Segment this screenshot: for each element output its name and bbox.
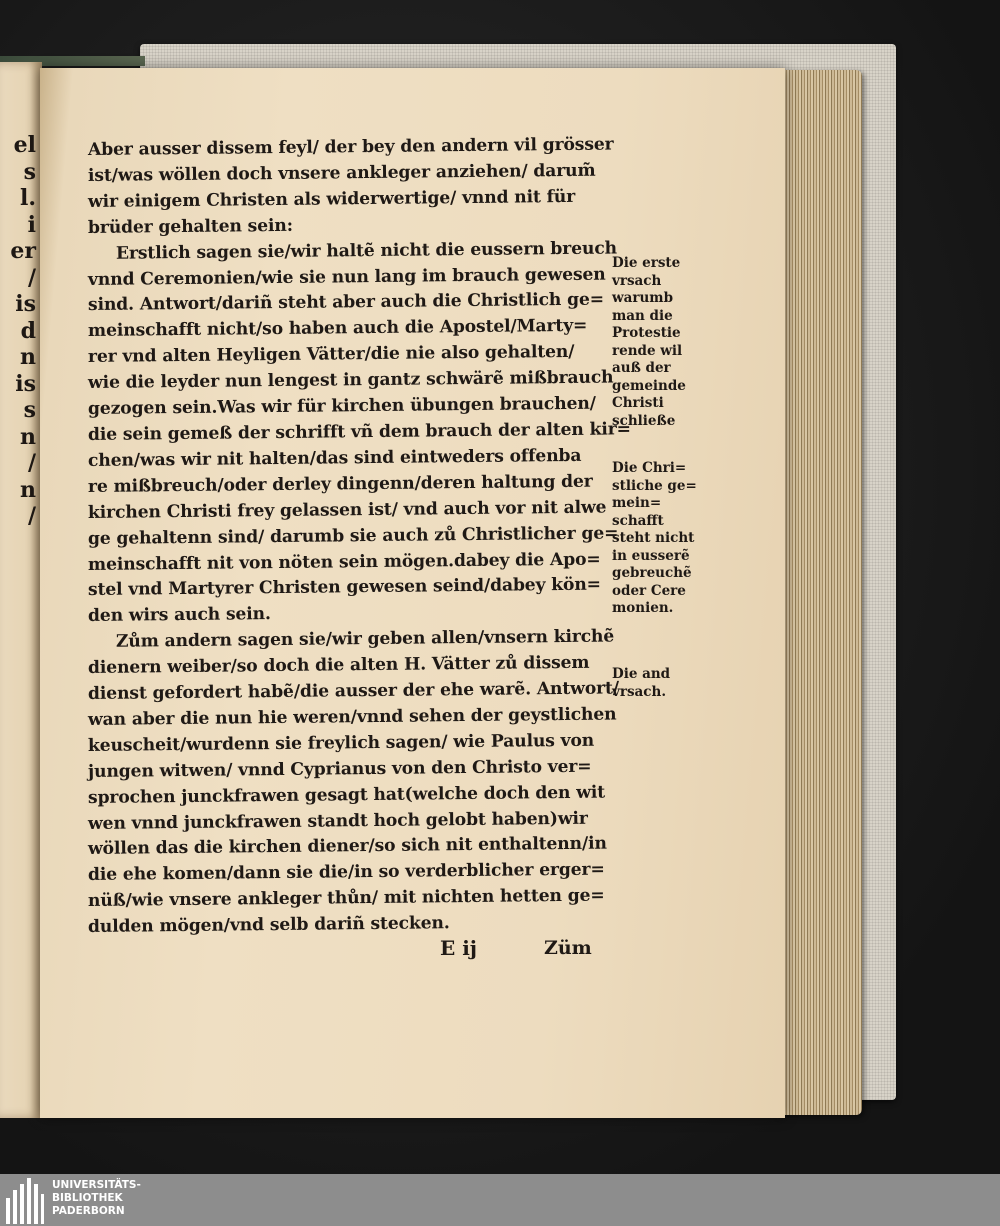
- margin-note-line: in eusserẽ: [612, 547, 690, 564]
- text-line: vnnd Ceremonien/wie sie nun lang im brauch gewesen: [87, 264, 606, 290]
- text-line: nüß/wie vnsere ankleger thůn/ mit nichten hetten ge=: [87, 885, 605, 912]
- left-page-fragment-text: s: [23, 397, 36, 423]
- library-name-line-1: UNIVERSITÄTS-: [52, 1179, 141, 1191]
- left-page-fragment-text: /: [27, 503, 36, 529]
- text-line: sprochen junckfrawen gesagt hat(welche doch den wit: [87, 782, 606, 808]
- margin-note-line: Die Chri=: [612, 460, 687, 476]
- left-page-fragment-text: n: [20, 476, 36, 503]
- margin-note-line: vrsach: [612, 272, 662, 289]
- library-name-line-3: PADERBORN: [52, 1205, 125, 1217]
- margin-note-line: vrsach.: [612, 683, 667, 700]
- left-page-fragment-text: l.: [19, 185, 36, 211]
- margin-note-line: steht nicht: [612, 530, 695, 546]
- text-line: wan aber die nun hie weren/vnnd sehen der geystlichen: [87, 704, 617, 730]
- margin-note-second-reason: [612, 666, 712, 701]
- text-line: wie die leyder nun lengest in gantz schwärẽ mißbrauch: [87, 367, 614, 394]
- library-name: [52, 1179, 141, 1218]
- left-page-fragment-text: er: [10, 238, 36, 264]
- text-line: rer vnd alten Heyligen Vätter/die nie also gehalten/: [87, 342, 575, 368]
- margin-note-line: Die and: [612, 666, 671, 682]
- text-line: dienern weiber/so doch die alten H. Vätter zů dissem: [87, 652, 590, 679]
- text-line: Zům andern sagen sie/wir geben allen/vnsern kirchẽ: [115, 626, 615, 652]
- library-logo-icon: [6, 1178, 44, 1224]
- text-line: re mißbreuch/oder derley dingenn/deren haltung der: [87, 471, 593, 497]
- left-page-fragment-text: s: [23, 158, 36, 185]
- text-line: chen/was wir nit halten/das sind eintweders offenba: [87, 445, 582, 471]
- text-line: dienst gefordert habẽ/die ausser der ehe warẽ. Antwort/: [87, 678, 620, 705]
- text-line: kirchen Christi frey gelassen ist/ vnd auch vor nit alwe: [87, 497, 607, 523]
- left-page-fragment: [0, 62, 42, 1118]
- text-line: ist/was wöllen doch vnsere ankleger anziehen/ darum̃: [87, 160, 596, 186]
- page-edges: [778, 70, 862, 1115]
- left-page-fragment-text: /: [27, 450, 36, 476]
- margin-note-line: Christi: [612, 395, 664, 411]
- left-page-fragment-text: d: [20, 317, 36, 344]
- text-line: dulden mögen/vnd selb dariñ stecken.: [87, 913, 450, 938]
- margin-note-line: stliche ge=: [612, 477, 697, 494]
- text-line: wen vnnd junckfrawen standt hoch gelobt haben)wir: [87, 808, 588, 834]
- left-page-fragment-text: i: [27, 211, 36, 238]
- margin-note-line: gemeinde: [612, 377, 686, 394]
- text-line: die ehe komen/dann sie die/in so verderblicher erger=: [87, 859, 605, 886]
- text-line: jungen witwen/ vnnd Cyprianus von den Christo ver=: [87, 756, 592, 782]
- margin-note-line: gebreuchẽ: [612, 565, 692, 581]
- text-line: sind. Antwort/dariñ steht aber auch die Christlich ge=: [87, 290, 605, 316]
- text-line: stel vnd Martyrer Christen gewesen seind/dabey kön=: [87, 575, 601, 601]
- margin-note-line: monien.: [612, 600, 674, 616]
- margin-note-line: mein=: [612, 495, 662, 511]
- margin-note-line: rende wil: [612, 342, 683, 359]
- margin-note-line: Die erste: [612, 255, 681, 271]
- library-footer: [0, 1174, 1000, 1226]
- margin-note-line: Protestie: [612, 325, 681, 341]
- text-line: die sein gemeß der schrifft vñ dem brauch der alten kir=: [87, 419, 631, 445]
- left-page-fragment-text: is: [15, 370, 36, 397]
- left-page-fragment-text: n: [20, 423, 36, 450]
- text-line: keuscheit/wurdenn sie freylich sagen/ wie Paulus von: [87, 730, 595, 756]
- text-line: meinschafft nicht/so haben auch die Apostel/Marty=: [87, 316, 588, 342]
- left-page-fragment-text: el: [13, 132, 36, 158]
- margin-note-church-community: [612, 460, 712, 618]
- text-line: meinschafft nit von nöten sein mögen.dabey die Apo=: [87, 549, 601, 575]
- text-line: brüder gehalten sein:: [87, 215, 293, 238]
- library-name-line-2: BIBLIOTHEK: [52, 1192, 123, 1204]
- left-page-fragment-text: /: [27, 264, 36, 291]
- margin-note-line: schafft: [612, 512, 664, 529]
- margin-note-line: warumb: [612, 290, 674, 306]
- signature-mark: E ij: [440, 936, 478, 960]
- margin-note-line: auß der: [612, 360, 671, 376]
- margin-note-line: schließe: [612, 412, 676, 429]
- margin-note-first-reason: [612, 255, 712, 430]
- left-page-fragment-text: is: [15, 291, 36, 317]
- text-line: gezogen sein.Was wir für kirchen übungen brauchen/: [87, 393, 596, 420]
- margin-note-line: oder Cere: [612, 582, 686, 599]
- text-line: wöllen das die kirchen diener/so sich nit enthaltenn/in: [87, 834, 607, 860]
- text-line: wir einigem Christen als widerwertige/ vnnd nit für: [87, 186, 576, 212]
- text-line: Erstlich sagen sie/wir haltẽ nicht die eussern breuch: [115, 238, 618, 264]
- catchword: Züm: [544, 937, 592, 959]
- text-line: ge gehaltenn sind/ darumb sie auch zů Christlicher ge=: [87, 523, 619, 549]
- body-text: [87, 134, 631, 941]
- left-page-fragment-text: n: [20, 344, 36, 370]
- text-line: den wirs auch sein.: [87, 604, 271, 627]
- margin-note-line: man die: [612, 307, 673, 324]
- text-line: Aber ausser dissem feyl/ der bey den andern vil grösser: [87, 134, 614, 160]
